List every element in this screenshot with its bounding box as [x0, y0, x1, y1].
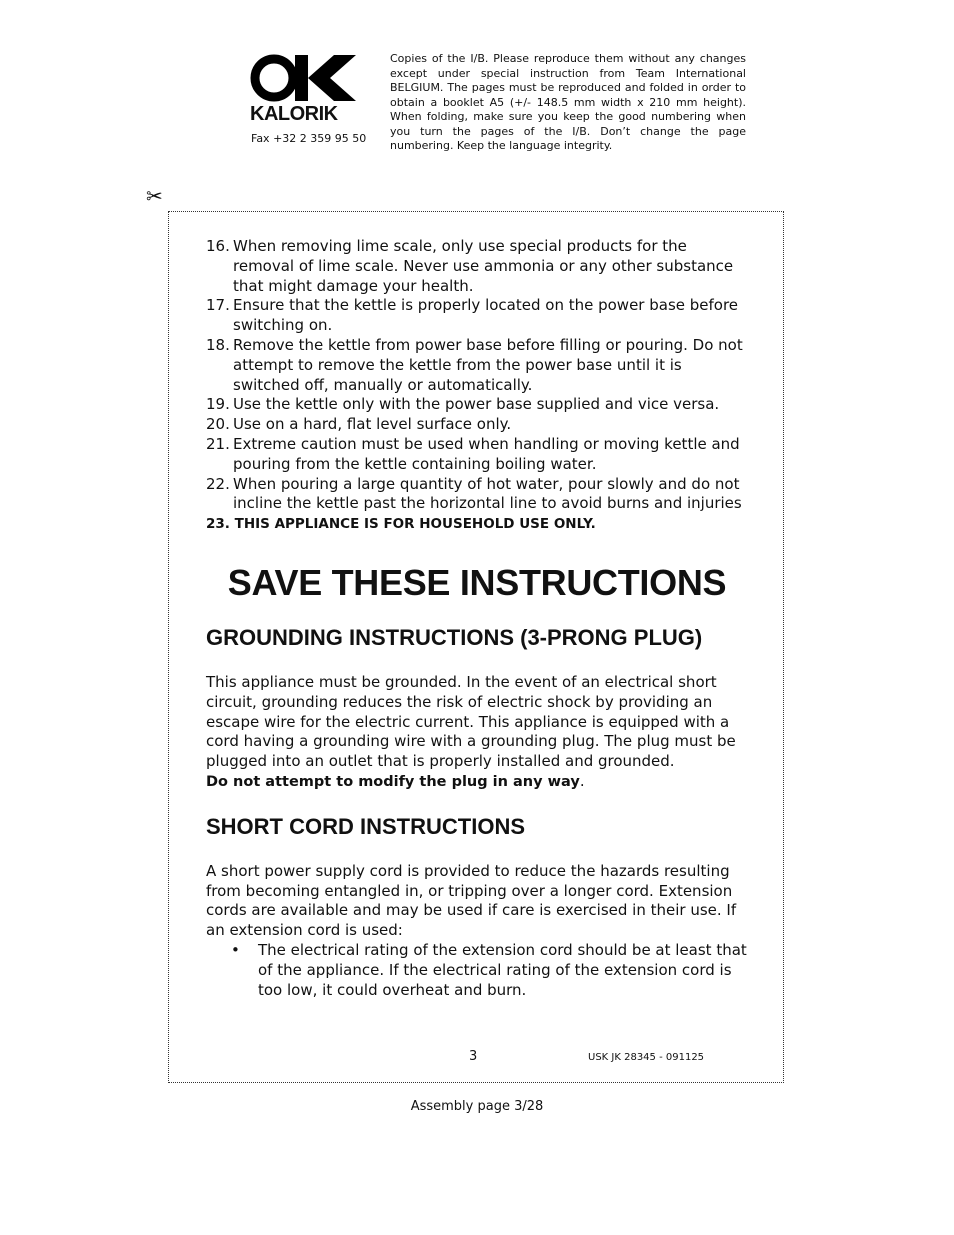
save-instructions-title: SAVE THESE INSTRUCTIONS	[227, 561, 727, 603]
item-number: 16.	[206, 237, 230, 255]
list-item	[206, 296, 748, 336]
list-item	[206, 941, 748, 1000]
safety-instructions-list	[206, 237, 748, 514]
scissors-icon: ✂	[146, 184, 163, 208]
item-text: Extreme caution must be used when handling or moving kettle and pouring from the kettle containing boiling water.	[233, 434, 740, 473]
document-code: USK JK 28345 - 091125	[588, 1052, 705, 1063]
fax-number: Fax +32 2 359 95 50	[251, 132, 367, 145]
page-number: 3	[469, 1049, 478, 1064]
list-item	[206, 395, 748, 415]
bullet-icon: •	[231, 940, 240, 959]
item-text: Ensure that the kettle is properly located on the power base before switching on.	[233, 296, 739, 335]
assembly-page-label: Assembly page 3/28	[410, 1099, 544, 1114]
reproduction-notice: Copies of the I/B. Please reproduce them without any changes except under special instruction from Team International BELGIUM. The pages must be reproduced and folded in order to obtain a booklet A5 (+/- 148.5 mm width x 210 mm height). When folding, make sure you keep the good numbering when you turn the pages of the I/B. Don’t change the page numbering. Keep the language integrity.	[390, 52, 746, 152]
bullet-text: The electrical rating of the extension cord should be at least that of the appliance. If the electrical rating of the extension cord is too low, it could overheat and burn.	[258, 940, 747, 999]
item-number: 19.	[206, 395, 230, 414]
brand-name: KALORIK	[250, 103, 338, 125]
page-content	[206, 237, 748, 1000]
item-text: When removing lime scale, only use special products for the removal of lime scale. Never use ammonia or any other substance that might damage your health.	[233, 237, 734, 295]
short-cord-heading: SHORT CORD INSTRUCTIONS	[206, 813, 525, 839]
household-use-notice: 23. THIS APPLIANCE IS FOR HOUSEHOLD USE ONLY.	[206, 516, 596, 533]
kalorik-logo	[250, 54, 358, 104]
kalorik-logo-mark	[250, 54, 358, 104]
list-item	[206, 415, 748, 435]
list-item	[206, 435, 748, 475]
item-number: 17.	[206, 296, 230, 315]
list-item	[206, 237, 748, 296]
item-text: Use the kettle only with the power base supplied and vice versa.	[233, 395, 720, 414]
item-number: 21.	[206, 434, 230, 453]
grounding-body: This appliance must be grounded. In the event of an electrical short circuit, grounding reduces the risk of electric shock by providing an escape wire for the electric current. This appliance is equipped with a cord having a grounding wire with a grounding plug. The plug must be plugged into an outlet that is properly installed and grounded.	[206, 672, 736, 771]
item-number: 20.	[206, 415, 230, 434]
short-cord-body: A short power supply cord is provided to reduce the hazards resulting from becoming entangled in, or tripping over a longer cord. Extension cords are available and may be used if care is exercised in their use. If an extension cord is used:	[206, 861, 737, 940]
list-item	[206, 475, 748, 515]
extension-cord-list	[206, 941, 748, 1000]
item-text: Use on a hard, flat level surface only.	[233, 415, 512, 434]
item-text: Remove the kettle from power base before filling or pouring. Do not attempt to remove the kettle from the power base until it is switched off, manually or automatically.	[233, 335, 743, 394]
grounding-warning-line	[206, 772, 748, 793]
grounding-warning: Do not attempt to modify the plug in any way	[206, 773, 580, 790]
list-item	[206, 336, 748, 395]
grounding-heading: GROUNDING INSTRUCTIONS (3-PRONG PLUG)	[206, 624, 703, 650]
item-text: When pouring a large quantity of hot water, pour slowly and do not incline the kettle past the horizontal line to avoid burns and injuries	[233, 474, 742, 513]
item-number: 22.	[206, 474, 230, 493]
item-number: 18.	[206, 335, 230, 354]
grounding-warning-period: .	[579, 771, 585, 790]
